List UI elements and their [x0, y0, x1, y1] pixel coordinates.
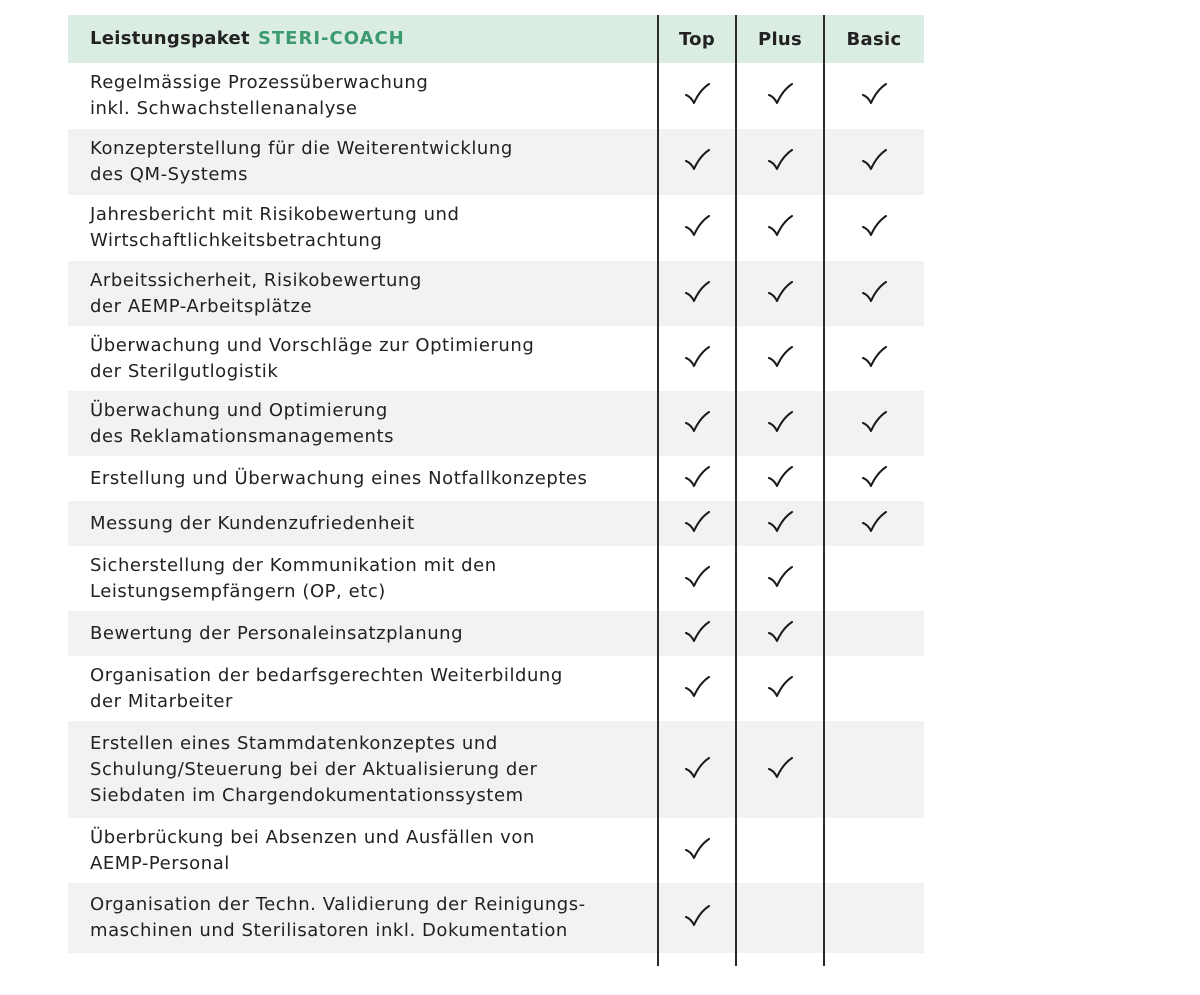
row-description: Erstellung und Überwachung eines Notfallkonzeptes: [90, 467, 588, 489]
table-row: [68, 501, 924, 546]
checkmark-icon: [767, 621, 793, 647]
cell-plus: [736, 456, 824, 501]
column-divider-plus: [735, 15, 737, 966]
row-description: Jahresbericht mit Risikobewertung und Wirtschaftlichkeitsbetrachtung: [90, 204, 460, 251]
cell-basic: [824, 326, 924, 391]
table-row: [68, 261, 924, 326]
cell-top: [658, 456, 736, 501]
cell-top: [658, 883, 736, 953]
cell-plus: [736, 63, 824, 129]
checkmark-icon: [684, 83, 710, 109]
checkmark-icon: [684, 149, 710, 175]
column-divider-top: [657, 15, 659, 966]
checkmark-icon: [861, 411, 887, 437]
cell-top: [658, 63, 736, 129]
row-description: Organisation der Techn. Validierung der Reinigungs- maschinen und Sterilisatoren inkl. Dokumentation: [90, 894, 586, 941]
checkmark-icon: [684, 346, 710, 372]
cell-basic: [824, 656, 924, 721]
header-title-prefix: Leistungspaket: [90, 28, 250, 49]
checkmark-icon: [767, 83, 793, 109]
table-body: [68, 63, 924, 953]
cell-basic: [824, 546, 924, 611]
row-description: Regelmässige Prozessüberwachung inkl. Schwachstellenanalyse: [90, 72, 429, 119]
table-row: [68, 195, 924, 261]
checkmark-icon: [861, 215, 887, 241]
service-package-table: [68, 15, 924, 953]
checkmark-icon: [767, 215, 793, 241]
checkmark-icon: [684, 621, 710, 647]
checkmark-icon: [767, 346, 793, 372]
table-row: [68, 721, 924, 818]
cell-basic: [824, 883, 924, 953]
cell-plus: [736, 326, 824, 391]
checkmark-icon: [861, 83, 887, 109]
cell-top: [658, 546, 736, 611]
checkmark-icon: [861, 281, 887, 307]
checkmark-icon: [767, 149, 793, 175]
checkmark-icon: [684, 281, 710, 307]
column-header-top: Top: [678, 28, 716, 50]
cell-plus: [736, 546, 824, 611]
table-row: [68, 546, 924, 611]
column-header-basic: Basic: [846, 28, 902, 50]
row-description: Bewertung der Personaleinsatzplanung: [90, 622, 464, 644]
checkmark-icon: [861, 346, 887, 372]
column-divider-basic: [823, 15, 825, 966]
column-header-plus: Plus: [757, 28, 803, 50]
cell-plus: [736, 818, 824, 883]
row-description: Überwachung und Optimierung des Reklamationsmanagements: [90, 399, 395, 447]
cell-plus: [736, 656, 824, 721]
checkmark-icon: [684, 838, 710, 864]
cell-basic: [824, 129, 924, 195]
cell-top: [658, 611, 736, 656]
cell-plus: [736, 883, 824, 953]
cell-basic: [824, 63, 924, 129]
row-description: Überbrückung bei Absenzen und Ausfällen von AEMP-Personal: [90, 826, 535, 874]
checkmark-icon: [767, 676, 793, 702]
cell-top: [658, 326, 736, 391]
checkmark-icon: [767, 411, 793, 437]
row-description: Konzepterstellung für die Weiterentwicklung des QM-Systems: [90, 138, 513, 185]
row-description: Sicherstellung der Kommunikation mit den Leistungsempfängern (OP, etc): [90, 554, 497, 602]
checkmark-icon: [861, 149, 887, 175]
checkmark-icon: [684, 905, 710, 931]
row-description: Messung der Kundenzufriedenheit: [90, 512, 415, 534]
cell-plus: [736, 721, 824, 818]
cell-basic: [824, 261, 924, 326]
cell-top: [658, 818, 736, 883]
cell-plus: [736, 391, 824, 456]
cell-basic: [824, 391, 924, 456]
row-description: Arbeitssicherheit, Risikobewertung der AEMP-Arbeitsplätze: [90, 269, 422, 317]
cell-basic: [824, 501, 924, 546]
cell-basic: [824, 818, 924, 883]
row-description: Überwachung und Vorschläge zur Optimierung der Sterilgutlogistik: [90, 334, 535, 382]
checkmark-icon: [684, 511, 710, 537]
cell-plus: [736, 195, 824, 261]
checkmark-icon: [684, 215, 710, 241]
checkmark-icon: [861, 511, 887, 537]
cell-plus: [736, 611, 824, 656]
cell-top: [658, 261, 736, 326]
header-title: [68, 26, 658, 52]
cell-top: [658, 721, 736, 818]
table-header: [68, 15, 924, 63]
cell-basic: [824, 611, 924, 656]
checkmark-icon: [684, 676, 710, 702]
cell-plus: [736, 501, 824, 546]
checkmark-icon: [767, 466, 793, 492]
cell-plus: [736, 129, 824, 195]
checkmark-icon: [684, 757, 710, 783]
table-row: [68, 391, 924, 456]
cell-top: [658, 501, 736, 546]
checkmark-icon: [684, 466, 710, 492]
brand-name: STERI-COACH: [257, 28, 405, 49]
table-row: [68, 456, 924, 501]
cell-basic: [824, 195, 924, 261]
checkmark-icon: [861, 466, 887, 492]
cell-basic: [824, 456, 924, 501]
cell-basic: [824, 721, 924, 818]
table-row: [68, 326, 924, 391]
cell-top: [658, 391, 736, 456]
table-row: [68, 656, 924, 721]
table-row: [68, 129, 924, 195]
checkmark-icon: [767, 566, 793, 592]
table-row: [68, 818, 924, 883]
table-row: [68, 611, 924, 656]
cell-top: [658, 129, 736, 195]
checkmark-icon: [767, 281, 793, 307]
row-description: Erstellen eines Stammdatenkonzeptes und Schulung/Steuerung bei der Aktualisierung der Siebdaten im Chargendokumentationssystem: [90, 732, 538, 806]
table-row: [68, 63, 924, 129]
checkmark-icon: [684, 566, 710, 592]
cell-plus: [736, 261, 824, 326]
cell-top: [658, 195, 736, 261]
checkmark-icon: [684, 411, 710, 437]
cell-top: [658, 656, 736, 721]
checkmark-icon: [767, 757, 793, 783]
row-description: Organisation der bedarfsgerechten Weiterbildung der Mitarbeiter: [90, 664, 563, 712]
checkmark-icon: [767, 511, 793, 537]
table-row: [68, 883, 924, 953]
